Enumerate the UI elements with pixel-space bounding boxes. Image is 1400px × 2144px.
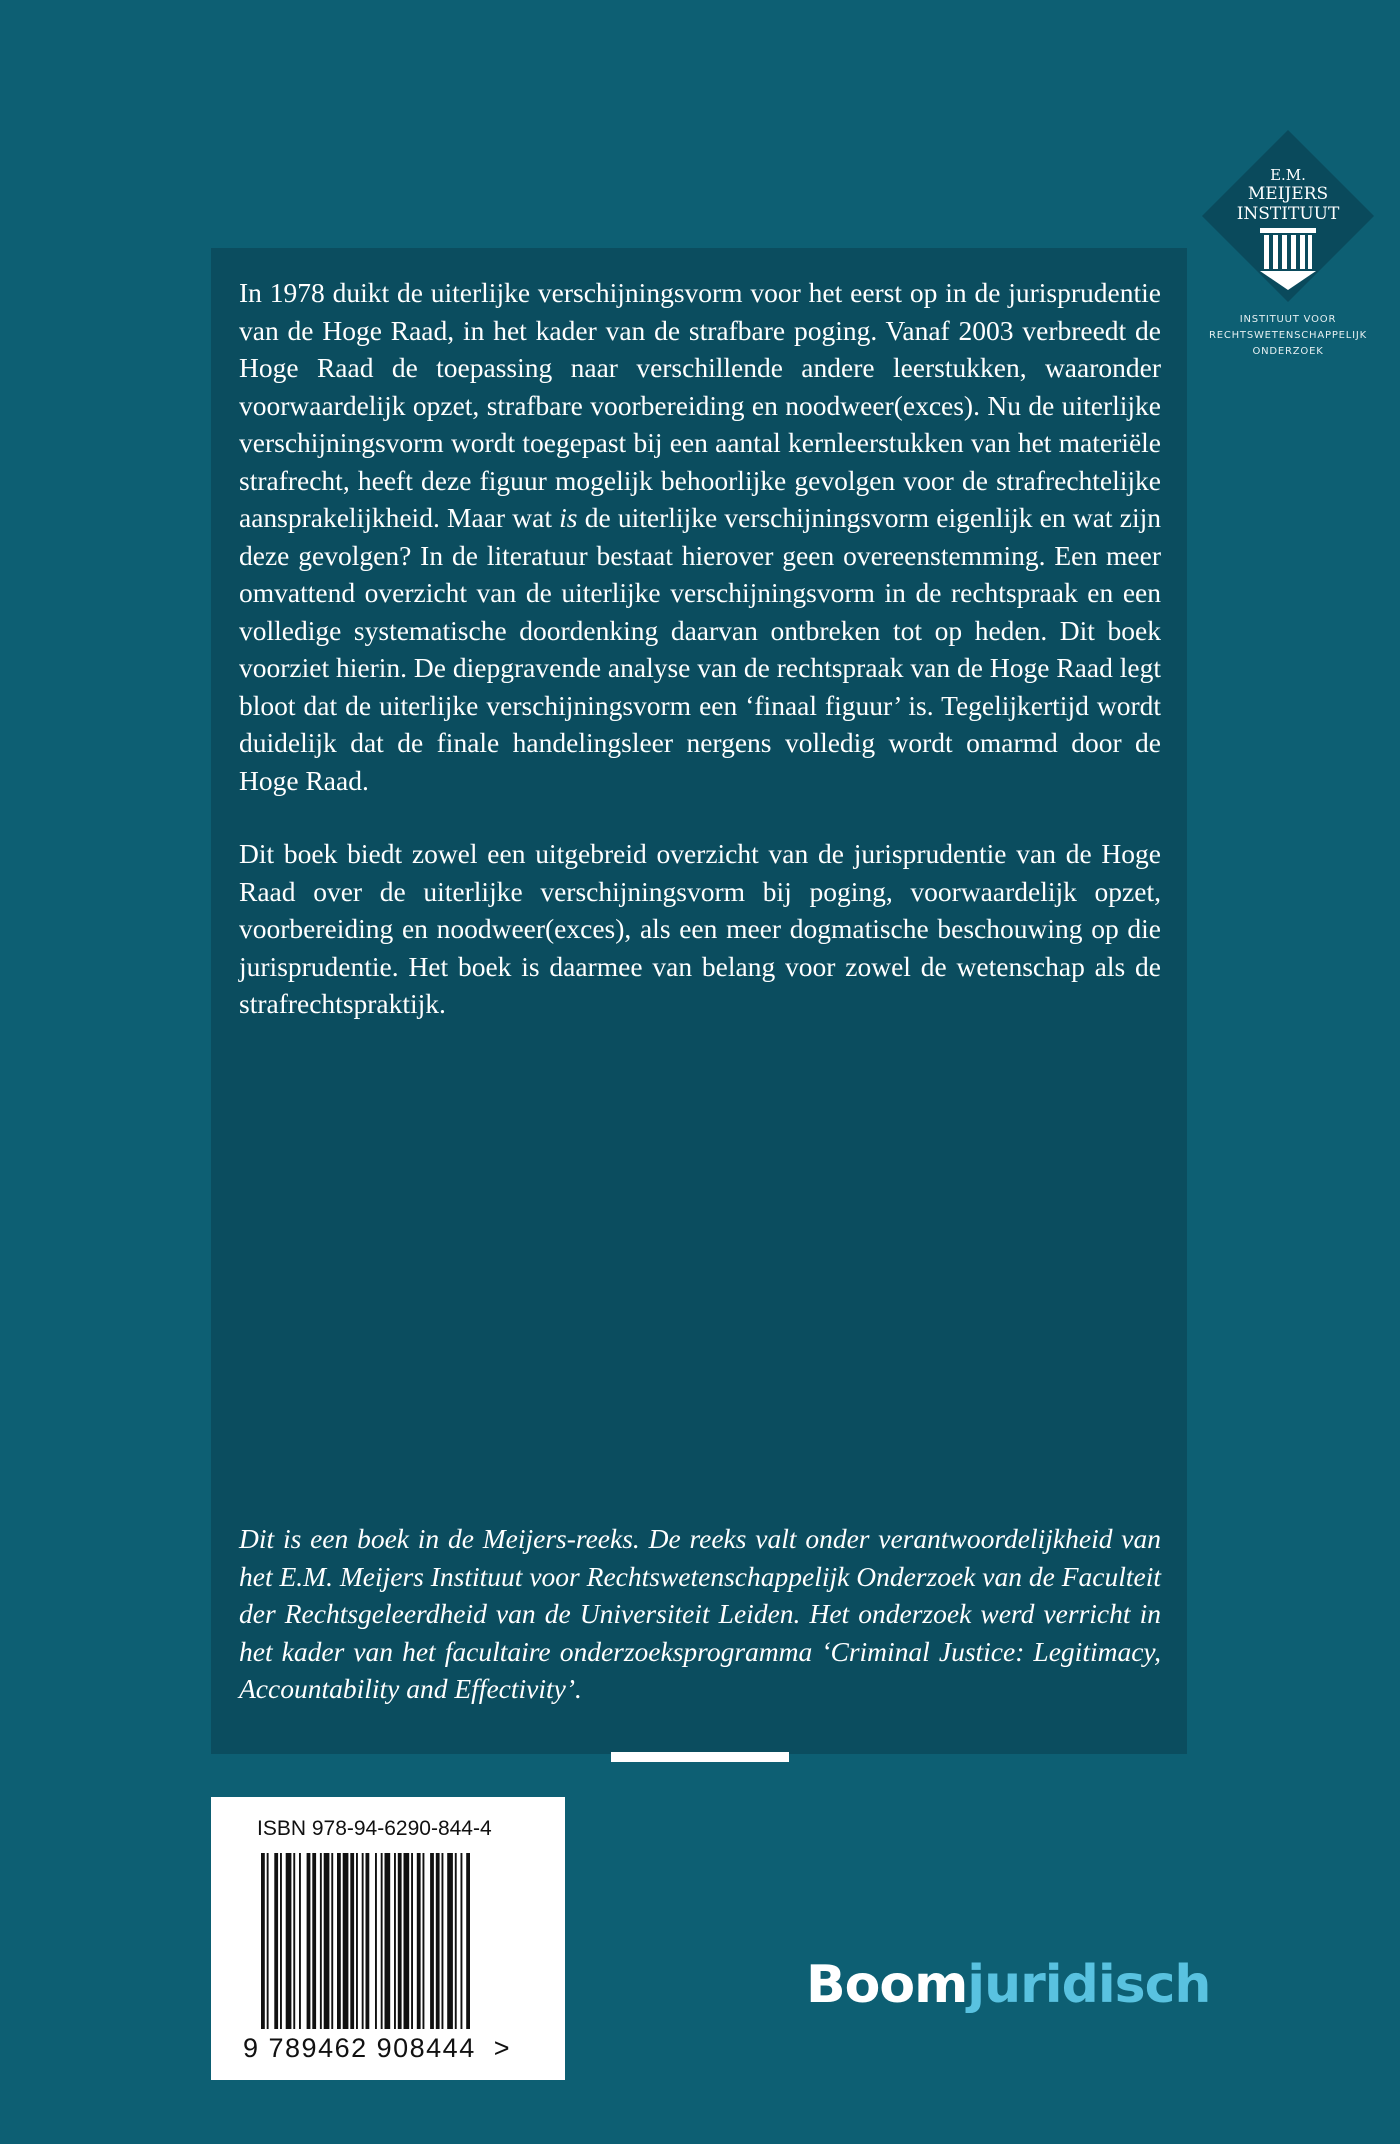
- barcode-bar: [324, 1853, 330, 2029]
- barcode-bar: [343, 1853, 349, 2029]
- barcode-bar: [293, 1853, 295, 2029]
- barcode-bar: [261, 1853, 265, 2029]
- para1-emphasis: is: [559, 502, 578, 533]
- barcode-bar: [299, 1853, 301, 2029]
- barcode-bar: [398, 1853, 402, 2029]
- barcode-bar: [307, 1853, 311, 2029]
- logo-sub-line3: ONDERZOEK: [1252, 346, 1324, 357]
- barcode-bar: [461, 1853, 463, 2029]
- logo-sub-line1: INSTITUUT VOOR: [1239, 314, 1337, 325]
- isbn-label: ISBN 978-94-6290-844-4: [257, 1817, 492, 1840]
- blurb-panel: [211, 248, 1187, 1754]
- barcode-bar: [331, 1853, 333, 2029]
- logo-subtitle: [1195, 312, 1381, 360]
- logo-diamond: [1200, 128, 1376, 304]
- barcode-digits: 9 789462 908444 >: [243, 2033, 511, 2063]
- barcode-bar: [337, 1853, 341, 2029]
- blurb-paragraph-1: [239, 274, 1161, 799]
- logo-sub-line2: RECHTSWETENSCHAPPELIJK: [1208, 330, 1368, 341]
- barcode-bar: [411, 1853, 413, 2029]
- barcode-bar: [442, 1853, 444, 2029]
- series-note: Dit is een boek in de Meijers-reeks. De reeks valt onder verantwoordelijkheid van het E.M. Meijers Instituut voor Rechtswetenschappelijk Onderzoek van de Faculteit der Rechtsgeleerdheid van de Universiteit Leiden. Het onderzoek werd verricht in het kader van het facultaire onderzoeksprogramma ‘Criminal Justice: Legitimacy, Accountability and Effectivity’.: [239, 1523, 1161, 1704]
- barcode-bar: [320, 1853, 322, 2029]
- barcode-bar: [430, 1853, 434, 2029]
- barcode-bars: [261, 1853, 513, 2029]
- para1-part-a: In 1978 duikt de uiterlijke verschijningsvorm voor het eerst op in de jurisprudentie van de Hoge Raad, in het kader van de strafbare poging. Vanaf 2003 verbreedt de Hoge Raad de toepassing naar verschillende andere leerstukken, waaronder voorwaardelijk opzet, strafbare voorbereiding en noodweer(exces). Nu de uiterlijke verschijningsvorm wordt toegepast bij een aantal kernleerstukken van het materiële strafrecht, heeft deze figuur mogelijk behoorlijke gevolgen voor de strafrechtelijke aansprakelijkheid. Maar wat: [239, 277, 1161, 533]
- blurb-paragraph-2: Dit boek biedt zowel een uitgebreid overzicht van de jurisprudentie van de Hoge Raad over de uiterlijke verschijningsvorm bij poging, voorwaardelijk opzet, voorbereiding en noodweer(exces), als een meer dogmatische beschouwing op die jurisprudentie. Het boek is daarmee van belang voor zowel de wetenschap als de strafrechtspraktijk.: [239, 838, 1161, 1019]
- barcode-bar: [312, 1853, 316, 2029]
- logo-line2: MEIJERS: [1247, 184, 1329, 204]
- barcode-bar: [436, 1853, 440, 2029]
- barcode-bar: [375, 1853, 377, 2029]
- barcode-bar: [356, 1853, 358, 2029]
- accent-bar: [611, 1752, 789, 1762]
- barcode-bar: [423, 1853, 425, 2029]
- barcode-bar: [366, 1853, 370, 2029]
- barcode-bar: [447, 1853, 453, 2029]
- publisher-part2: juridisch: [967, 1955, 1211, 2015]
- barcode-box: [211, 1797, 565, 2080]
- barcode-bar: [274, 1853, 278, 2029]
- barcode-bar: [404, 1853, 410, 2029]
- publisher-part1: Boom: [806, 1955, 968, 2015]
- para1-part-b: de uiterlijke verschijningsvorm eigenlijk en wat zijn deze gevolgen? In de literatuur bestaat hierover geen overeenstemming. Een meer omvattend overzicht van de uiterlijke verschijningsvorm in de rechtspraak en een volledige systematische doordenking daarvan ontbreken tot op heden. Dit boek voorziet hierin. De diepgravende analyse van de rechtspraak van de Hoge Raad legt bloot dat de uiterlijke verschijningsvorm een ‘finaal figuur’ is. Tegelijkertijd wordt duidelijk dat de finale handelingsleer nergens volledig wordt omarmd door de Hoge Raad.: [239, 502, 1161, 796]
- logo-line1: E.M.: [1270, 166, 1306, 184]
- barcode-bar: [394, 1853, 396, 2029]
- barcode-bar: [350, 1853, 354, 2029]
- barcode-bar: [466, 1853, 470, 2029]
- logo-line3: INSTITUUT: [1236, 204, 1340, 224]
- barcode-bar: [417, 1853, 421, 2029]
- barcode-bar: [455, 1853, 457, 2029]
- barcode-bar: [362, 1853, 364, 2029]
- barcode-bar: [385, 1853, 391, 2029]
- barcode-bar: [381, 1853, 383, 2029]
- publisher-logo: [806, 1955, 1210, 2015]
- barcode-bar: [286, 1853, 292, 2029]
- barcode-bar: [267, 1853, 269, 2029]
- meijers-logo: [1195, 128, 1381, 360]
- barcode-bar: [280, 1853, 282, 2029]
